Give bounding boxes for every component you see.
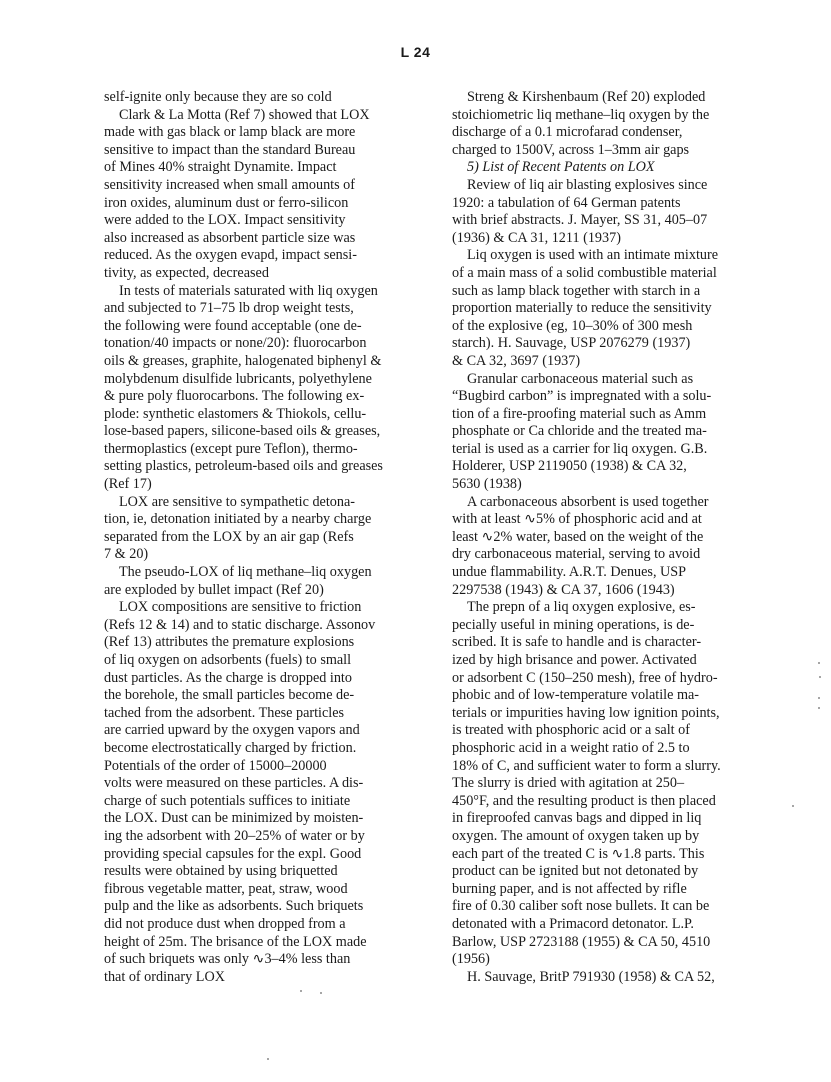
text-line: “Bugbird carbon” is impregnated with a solu- [452, 388, 712, 405]
text-line: discharge of a 0.1 microfarad condenser, [452, 124, 683, 141]
text-line: become electrostatically charged by friction. [104, 739, 357, 756]
text-line: The slurry is dried with agitation at 250– [452, 775, 685, 792]
paragraph-start: Streng & Kirshenbaum (Ref 20) exploded [467, 89, 706, 105]
scan-speck [300, 990, 302, 992]
text-line: & CA 32, 3697 (1937) [452, 352, 581, 369]
text-line: each part of the treated C is ∿1.8 parts. This [452, 845, 705, 862]
text-line: pecially useful in mining operations, is de- [452, 616, 695, 633]
text-line: the borehole, the small particles become de- [104, 687, 355, 704]
text-line: 18% of C, and sufficient water to form a slurry. [452, 757, 721, 774]
text-line: did not produce dust when dropped from a [104, 915, 346, 932]
paragraph-start: Granular carbonaceous material such as [467, 370, 694, 387]
text-line: height of 25m. The brisance of the LOX made [104, 933, 367, 950]
text-line: the LOX. Dust can be minimized by moisten- [104, 810, 364, 827]
text-line: providing special capsules for the expl. Good [104, 845, 362, 862]
text-line: the following were found acceptable (one de- [104, 317, 362, 334]
text-line: of a main mass of a solid combustible material [452, 264, 717, 281]
paragraph-start: The prepn of a liq oxygen explosive, es- [467, 599, 696, 616]
scan-speck [818, 662, 820, 664]
text-line: tonation/40 impacts or none/20): fluorocarbon [104, 335, 367, 352]
text-line: (Refs 12 & 14) and to static discharge. Assonov [104, 616, 376, 633]
text-line: of liq oxygen on adsorbents (fuels) to small [104, 652, 352, 668]
text-line: ized by high brisance and power. Activated [452, 652, 697, 668]
section-heading: 5) List of Recent Patents on LOX [467, 159, 655, 176]
text-line: dry carbonaceous material, serving to avoid [452, 546, 701, 563]
text-line: oxygen. The amount of oxygen taken up by [452, 827, 700, 844]
text-line: in fireproofed canvas bags and dipped in liq [452, 810, 702, 827]
text-line: undue flammability. A.R.T. Denues, USP [452, 564, 687, 581]
text-line: of such briquets was only ∿3–4% less than [104, 951, 351, 968]
paragraph-start: A carbonaceous absorbent is used together [467, 493, 709, 510]
text-line: terial is used as a carrier for liq oxygen. G.B. [452, 440, 708, 457]
text-line: fibrous vegetable matter, peat, straw, wood [104, 880, 348, 897]
text-line: and subjected to 71–75 lb drop weight tests, [104, 300, 354, 317]
text-line: volts were measured on these particles. A dis- [104, 775, 364, 792]
text-line: sensitive to impact than the standard Bureau [104, 141, 356, 158]
text-line: Barlow, USP 2723188 (1955) & CA 50, 4510 [452, 933, 711, 950]
text-line: & pure poly fluorocarbons. The following ex- [104, 388, 365, 405]
text-line: 2297538 (1943) & CA 37, 1606 (1943) [452, 581, 675, 598]
text-line: fire of 0.30 caliber soft nose bullets. It can be [452, 898, 710, 915]
paragraph-start: LOX are sensitive to sympathetic detona- [119, 493, 355, 510]
text-line: stoichiometric liq methane–liq oxygen by the [452, 106, 710, 123]
scan-speck [320, 992, 322, 994]
text-line: dust particles. As the charge is dropped into [104, 669, 352, 686]
scan-speck [267, 1058, 269, 1060]
text-line: tivity, as expected, decreased [104, 264, 269, 281]
paragraph-start: H. Sauvage, BritP 791930 (1958) & CA 52, [467, 968, 715, 985]
text-line: Potentials of the order of 15000–20000 [104, 757, 327, 774]
text-line: are carried upward by the oxygen vapors and [104, 722, 360, 739]
text-line: results were obtained by using briquetted [104, 863, 338, 880]
text-line: charge of such potentials suffices to initiate [104, 792, 351, 809]
text-line: also increased as absorbent particle size was [104, 229, 356, 246]
text-line: charged to 1500V, across 1–3mm air gaps [452, 141, 690, 158]
text-line: 450°F, and the resulting product is then placed [452, 792, 716, 809]
text-line: phosphate or Ca chloride and the treated ma- [452, 423, 707, 440]
text-line: tion, ie, detonation initiated by a nearby charge [104, 511, 372, 528]
text-line: tion of a fire-proofing material such as Amm [452, 405, 707, 422]
text-line: phosphoric acid in a weight ratio of 2.5 to [452, 739, 690, 756]
text-line: sensitivity increased when small amounts of [104, 176, 355, 193]
left-column [104, 89, 410, 986]
text-line: of the explosive (eg, 10–30% of 300 mesh [452, 317, 693, 334]
text-line: iron oxides, aluminum dust or ferro-silicon [104, 194, 349, 211]
text-line: self-ignite only because they are so cold [104, 89, 332, 105]
paragraph-start: Review of liq air blasting explosives since [467, 176, 708, 193]
text-line: scribed. It is safe to handle and is character- [452, 634, 702, 651]
text-line: (1936) & CA 31, 1211 (1937) [452, 229, 621, 246]
text-line: with at least ∿5% of phosphoric acid and at [452, 511, 702, 528]
text-line: Holderer, USP 2119050 (1938) & CA 32, [452, 458, 687, 475]
text-line: (1956) [452, 951, 490, 968]
paragraph-start: Liq oxygen is used with an intimate mixture [467, 247, 718, 264]
text-line: of Mines 40% straight Dynamite. Impact [104, 159, 337, 176]
text-line: terials or impurities having low ignition points, [452, 704, 720, 721]
scan-speck [792, 805, 794, 807]
text-line: oils & greases, graphite, halogenated biphenyl & [104, 352, 382, 369]
text-line: (Ref 13) attributes the premature explosions [104, 634, 355, 651]
paragraph-start: In tests of materials saturated with liq oxygen [119, 282, 378, 299]
page-number: L 24 [400, 44, 431, 60]
paragraph-start: LOX compositions are sensitive to friction [119, 599, 362, 616]
text-line: is treated with phosphoric acid or a salt of [452, 722, 690, 739]
text-line: separated from the LOX by an air gap (Refs [104, 528, 354, 545]
text-line: proportion materially to reduce the sensitivity [452, 300, 712, 317]
text-line: or adsorbent C (150–250 mesh), free of hydro- [452, 669, 718, 686]
paragraph-start: The pseudo-LOX of liq methane–liq oxygen [119, 564, 372, 581]
text-line: with brief abstracts. J. Mayer, SS 31, 405–07 [452, 212, 708, 229]
text-line: tached from the adsorbent. These particles [104, 704, 345, 721]
text-line: made with gas black or lamp black are more [104, 124, 356, 141]
paragraph-start: Clark & La Motta (Ref 7) showed that LOX [119, 106, 370, 123]
text-line: (Ref 17) [104, 476, 152, 493]
text-line: 1920: a tabulation of 64 German patents [452, 194, 681, 211]
text-line: that of ordinary LOX [104, 968, 225, 985]
scan-speck [818, 697, 820, 699]
text-line: plode: synthetic elastomers & Thiokols, cellu- [104, 405, 367, 422]
text-line: 5630 (1938) [452, 476, 522, 493]
text-line: ing the adsorbent with 20–25% of water or by [104, 827, 365, 844]
right-column [452, 89, 748, 986]
text-line: lose-based papers, silicone-based oils & greases, [104, 423, 381, 440]
text-line: 7 & 20) [104, 546, 149, 563]
scan-speck [818, 707, 820, 709]
text-line: thermoplastics (except pure Teflon), thermo- [104, 440, 358, 457]
text-line: phobic and of low-temperature volatile ma- [452, 687, 700, 704]
text-line: starch). H. Sauvage, USP 2076279 (1937) [452, 335, 691, 352]
scan-speck [819, 676, 821, 678]
text-line: setting plastics, petroleum-based oils and greases [104, 458, 383, 475]
text-line: molybdenum disulfide lubricants, polyethylene [104, 370, 372, 387]
text-line: pulp and the like as adsorbents. Such briquets [104, 898, 364, 915]
text-line: burning paper, and is not affected by rifle [452, 880, 687, 897]
text-line: reduced. As the oxygen evapd, impact sensi- [104, 247, 357, 264]
text-line: were added to the LOX. Impact sensitivity [104, 212, 346, 229]
text-line: detonated with a Primacord detonator. L.P. [452, 915, 694, 932]
text-line: product can be ignited but not detonated by [452, 863, 699, 880]
text-line: least ∿2% water, based on the weight of the [452, 528, 704, 545]
text-line: such as lamp black together with starch in a [452, 282, 701, 299]
text-line: are exploded by bullet impact (Ref 20) [104, 581, 324, 598]
